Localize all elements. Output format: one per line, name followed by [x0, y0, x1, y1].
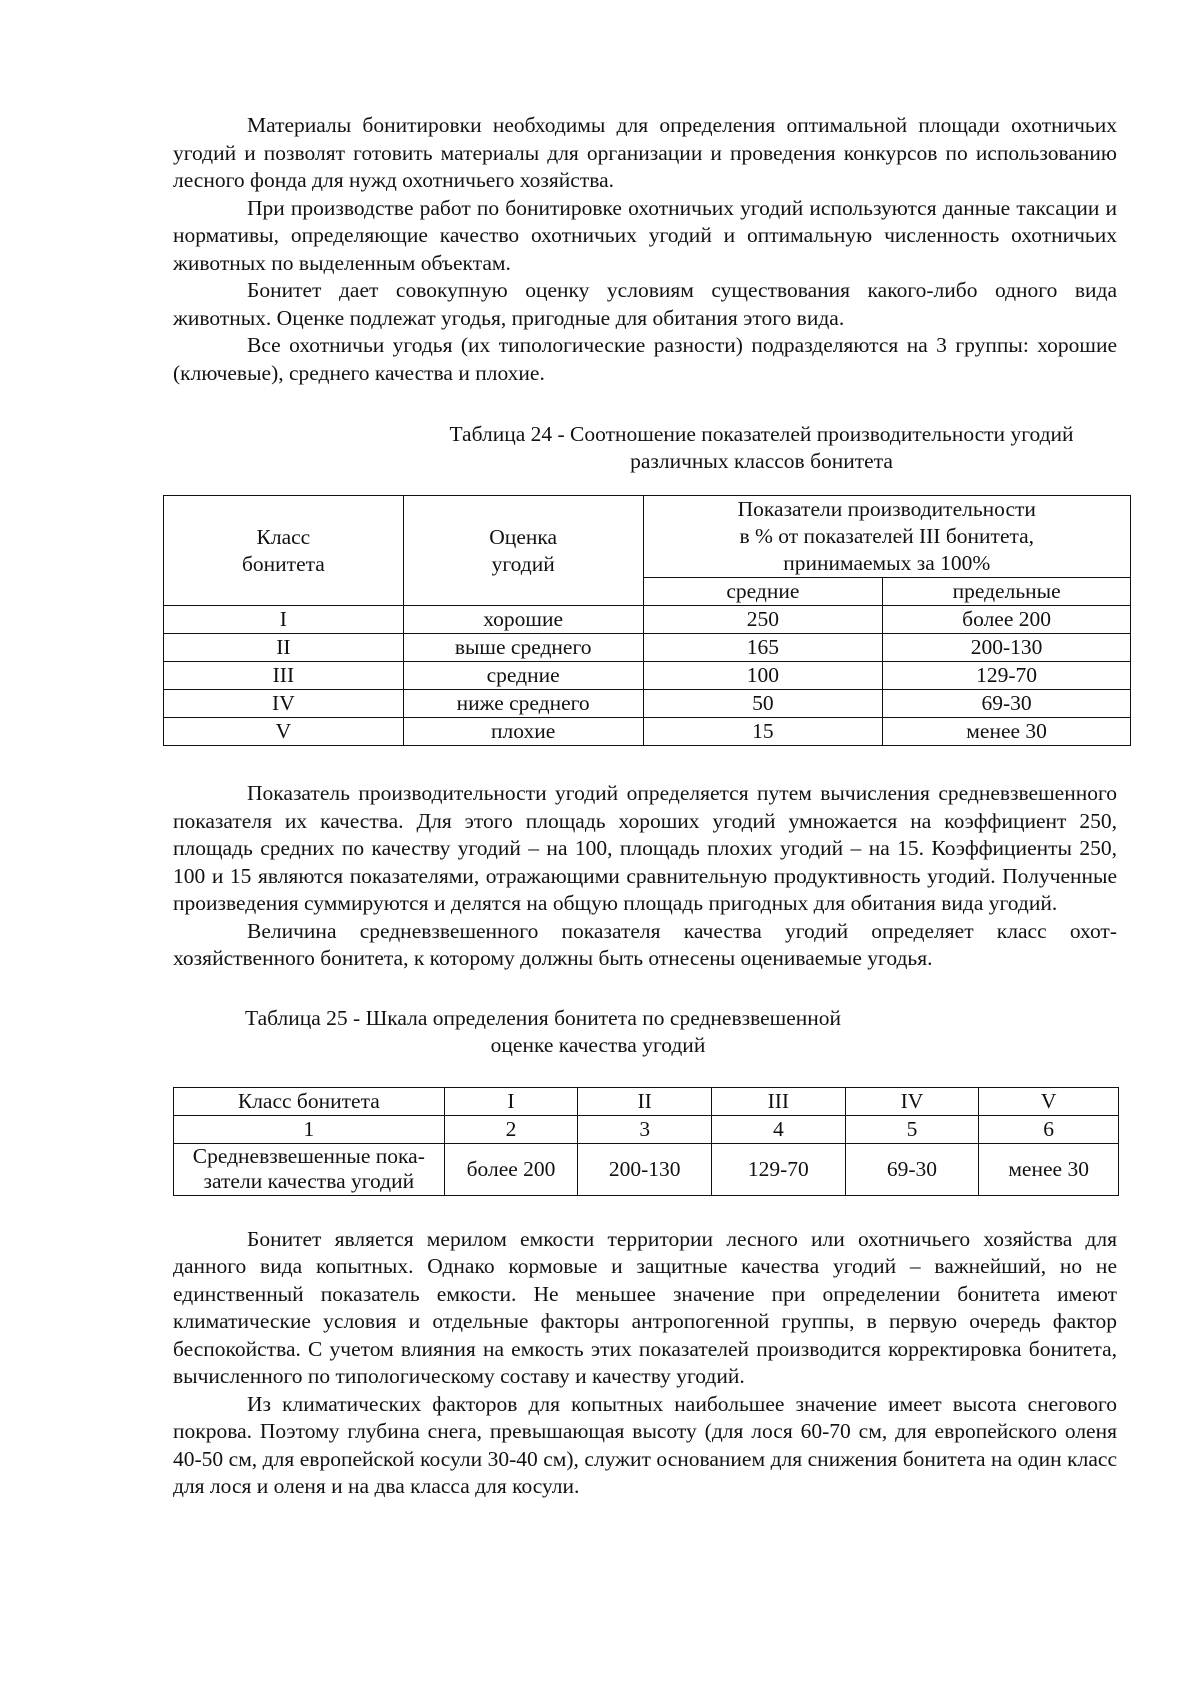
- cell-limit: 129-70: [883, 662, 1131, 690]
- cell-eval: ниже среднего: [403, 690, 643, 718]
- subheader-limit: предельные: [883, 578, 1131, 606]
- row-label-line2: затели качества угодий: [203, 1169, 415, 1193]
- cell-eval: плохие: [403, 718, 643, 746]
- table-25: [173, 1087, 1119, 1196]
- header-class-label: Класс бонитета: [241, 524, 325, 576]
- paragraph: Величина средневзвешенного показателя качества угодий определяет класс охотхозяйственного бонитета, к которому должны быть отнесены оцениваемые угодья.: [173, 918, 1117, 970]
- table24-caption: [406, 421, 1117, 475]
- header-indicators-line1: Показатели производительности: [737, 497, 1036, 521]
- header-eval: [403, 496, 643, 606]
- cell-eval: средние: [403, 662, 643, 690]
- cell-avg: 250: [643, 606, 883, 634]
- cell-class: IV: [164, 690, 404, 718]
- cell-index: 4: [712, 1115, 846, 1143]
- cell-class: II: [578, 1087, 712, 1115]
- cell-class: V: [164, 718, 404, 746]
- cell-index: 5: [845, 1115, 979, 1143]
- cell-class: III: [164, 662, 404, 690]
- cell-avg: 100: [643, 662, 883, 690]
- header-class: [164, 496, 404, 606]
- cell-header-label: Класс бонитета: [174, 1087, 445, 1115]
- cell-value: 69-30: [845, 1143, 979, 1195]
- cell-class: I: [444, 1087, 578, 1115]
- cell-value: 200-130: [578, 1143, 712, 1195]
- table-row: [164, 634, 1131, 662]
- table-24: [163, 495, 1131, 746]
- table25-caption-line1: Таблица 25 - Шкала определения бонитета по средневзвешенной: [244, 1005, 842, 1030]
- header-indicators: [643, 496, 1130, 578]
- cell-avg: 50: [643, 690, 883, 718]
- cell-index: 1: [174, 1115, 445, 1143]
- paragraph: Из климатических факторов для копытных наибольшее значение имеет высота снегового покрова. Поэтому глубина снега, превышающая высоту (для лося 60-70 см, для европейского оленя 40-50 см, для европейской косули 30-40 см), служит основанием для снижения бонитета на один класс для лося и оленя и на два класса для косули.: [173, 1391, 1117, 1498]
- table24-caption-line1: Таблица 24 - Соотношение показателей производительности угодий: [449, 422, 1074, 446]
- subheader-avg: средние: [643, 578, 883, 606]
- cell-limit: 200-130: [883, 634, 1131, 662]
- paragraph: Показатель производительности угодий определяется путем вычисления средневзвешенного показателя их качества. Для этого площадь хороших угодий умножается на коэффициент 250, площадь средних по качеству угодий – на 100, площадь плохих угодий – на 15. Коэффициенты 250, 100 и 15 являются показателями, отражающими сравнительную продуктивность угодий. Полученные произведения суммируются и делятся на общую площадь пригодных для обитания вида угодий.: [173, 781, 1117, 915]
- cell-avg: 15: [643, 718, 883, 746]
- cell-index: 2: [444, 1115, 578, 1143]
- table25-caption-line2: оценке качества угодий: [490, 1032, 706, 1057]
- cell-limit: менее 30: [883, 718, 1131, 746]
- cell-value: 129-70: [712, 1143, 846, 1195]
- cell-limit: 69-30: [883, 690, 1131, 718]
- header-eval-label: Оценка угодий: [489, 524, 558, 576]
- header-indicators-line2: в % от показателей III бонитета,: [739, 524, 1035, 548]
- paragraph: Все охотничьи угодья (их типологические разности) подразделяются на 3 группы: хорошие (ключевые), среднего качества и плохие.: [173, 333, 1117, 385]
- cell-class: I: [164, 606, 404, 634]
- cell-row-label: [174, 1143, 445, 1195]
- table25-caption: [243, 1005, 843, 1059]
- cell-avg: 165: [643, 634, 883, 662]
- cell-index: 6: [979, 1115, 1119, 1143]
- cell-class: V: [979, 1087, 1119, 1115]
- table-row: [174, 1143, 1119, 1195]
- table-row: [174, 1115, 1119, 1143]
- header-indicators-line3: принимаемых за 100%: [783, 551, 991, 575]
- cell-limit: более 200: [883, 606, 1131, 634]
- cell-class: III: [712, 1087, 846, 1115]
- table-row: [164, 718, 1131, 746]
- cell-class: IV: [845, 1087, 979, 1115]
- row-label-line1: Средневзвешенные пока-: [192, 1144, 425, 1168]
- cell-class: II: [164, 634, 404, 662]
- paragraph: Бонитет дает совокупную оценку условиям существования какого-либо одного вида животных. Оценке подлежат угодья, пригодные для обитания этого вида.: [173, 278, 1117, 330]
- paragraph: Материалы бонитировки необходимы для определения оптимальной площади охотничьих угодий и позволят готовить материалы для организации и проведения конкурсов по использованию лесного фонда для нужд охотничьего хозяйства.: [173, 113, 1117, 192]
- cell-index: 3: [578, 1115, 712, 1143]
- document-page: [173, 112, 1117, 1501]
- cell-eval: хорошие: [403, 606, 643, 634]
- table-row: [164, 690, 1131, 718]
- table-row: [164, 662, 1131, 690]
- paragraph: Бонитет является мерилом емкости территории лесного или охотничьего хозяйства для данного вида копытных. Однако кормовые и защитные качества угодий – важнейший, но не единственный показатель емкости. Не меньшее значение при определении бонитета имеют климатические условия и отдельные факторы антропогенной группы, в первую очередь фактор беспокойства. С учетом влияния на емкость этих показателей производится корректировка бонитета, вычисленного по типологическому составу и качеству угодий.: [173, 1226, 1117, 1388]
- table24-caption-line2: различных классов бонитета: [630, 449, 893, 473]
- table-row: [174, 1087, 1119, 1115]
- cell-eval: выше среднего: [403, 634, 643, 662]
- paragraph: При производстве работ по бонитировке охотничьих угодий используются данные таксации и нормативы, определяющие качество охотничьих угодий и оптимальную численность охотничьих животных по выделенным объектам.: [173, 195, 1117, 275]
- cell-value: менее 30: [979, 1143, 1119, 1195]
- table-row: [164, 606, 1131, 634]
- cell-value: более 200: [444, 1143, 578, 1195]
